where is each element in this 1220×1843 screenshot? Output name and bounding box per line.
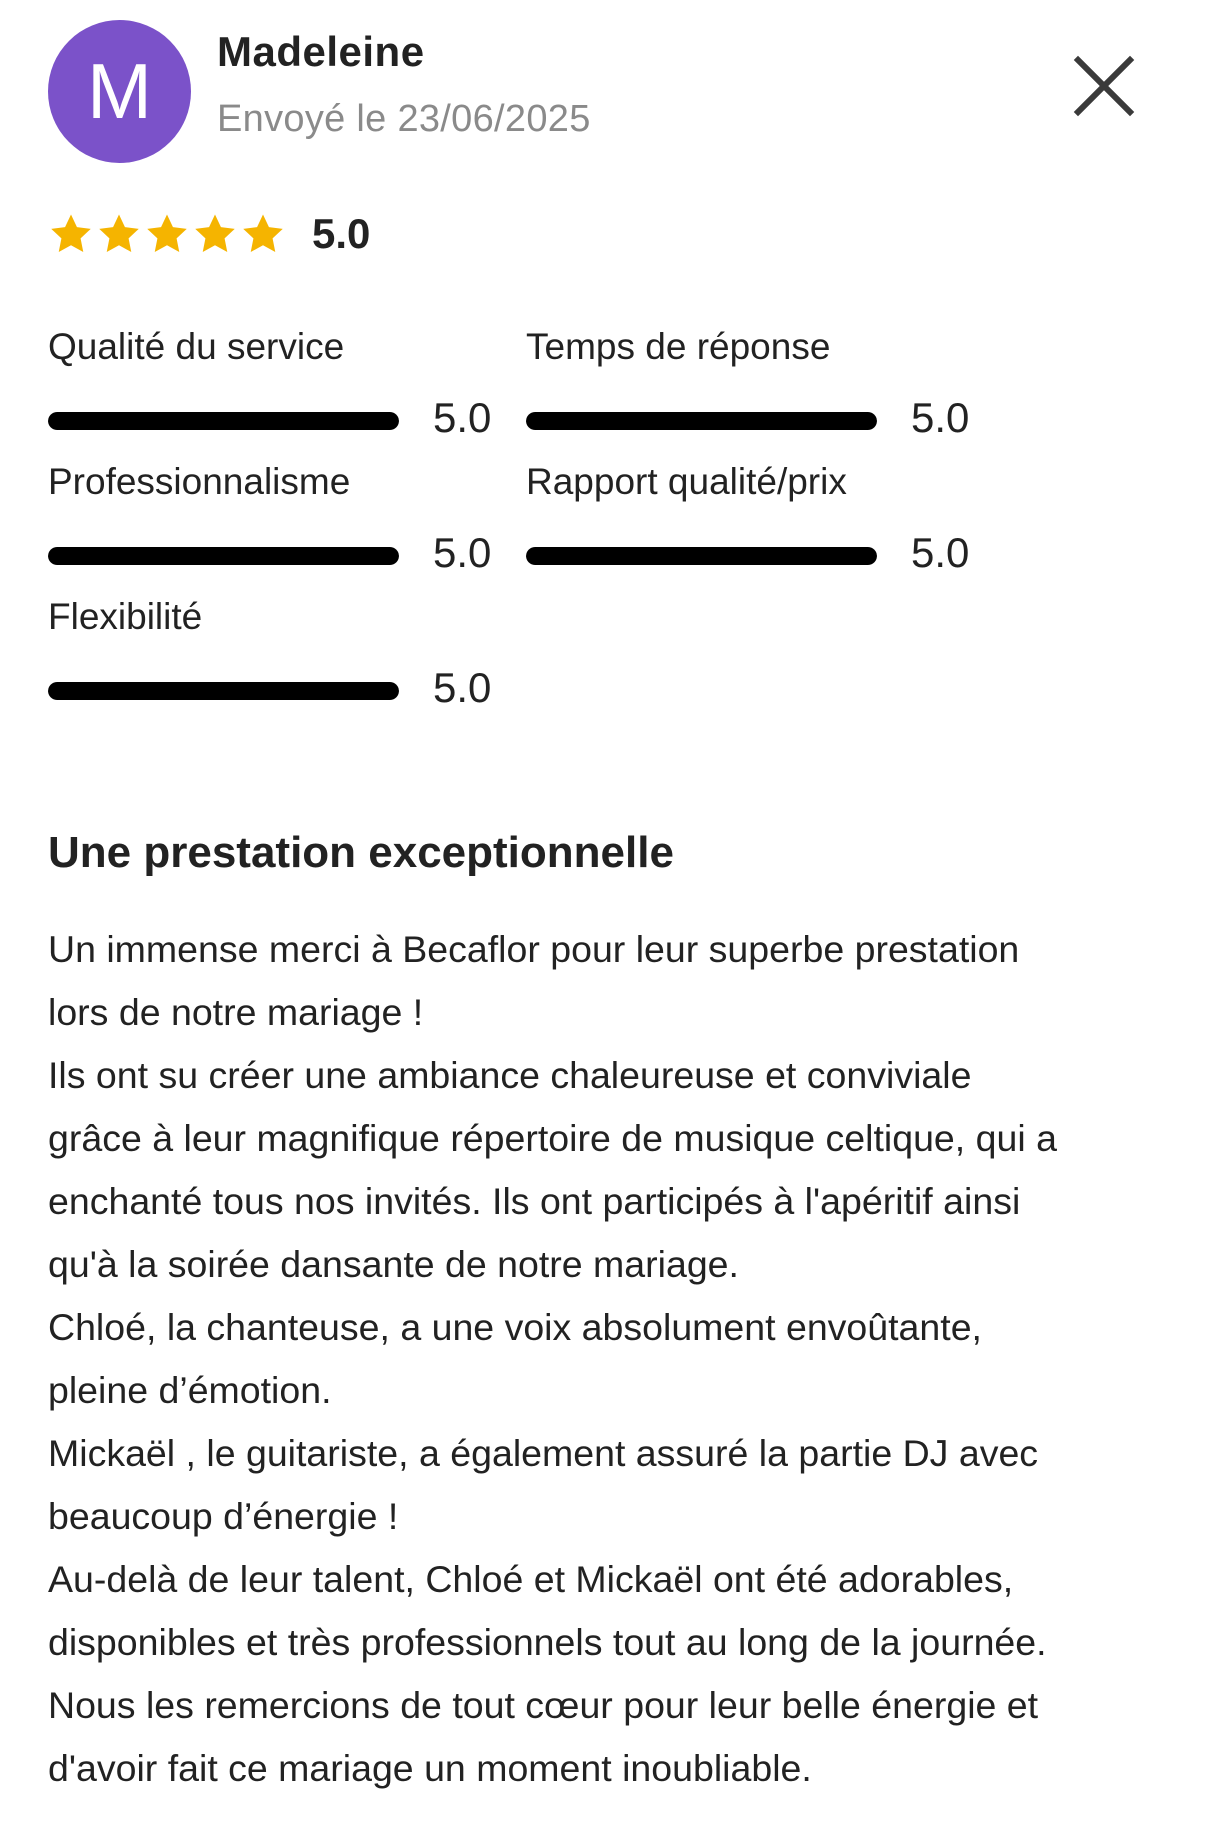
criterion-value: 5.0 — [911, 529, 970, 576]
criterion-rating — [526, 326, 1046, 456]
close-button[interactable] — [1068, 50, 1140, 122]
review-body — [48, 918, 1188, 1800]
rating-bar-fill — [48, 547, 399, 565]
criterion-value: 5.0 — [433, 664, 492, 711]
rating-bar-fill — [48, 412, 399, 430]
criterion-value: 5.0 — [433, 394, 492, 441]
review-text-line: qu'à la soirée dansante de notre mariage. — [48, 1243, 739, 1285]
rating-bar — [48, 547, 399, 565]
review-text-line: enchanté tous nos invités. Ils ont participés à l'apéritif ainsi — [48, 1180, 1021, 1222]
review-text-line: Chloé, la chanteuse, a une voix absolument envoûtante, — [48, 1306, 982, 1348]
review-text-line: d'avoir fait ce mariage un moment inoubliable. — [48, 1747, 812, 1789]
review-title: Une prestation exceptionnelle — [48, 828, 674, 877]
rating-bar — [526, 412, 877, 430]
author-name: Madeleine — [217, 28, 425, 75]
star-icon — [96, 211, 142, 257]
review-text-line: Nous les remercions de tout cœur pour leur belle énergie et — [48, 1684, 1039, 1726]
close-icon — [1068, 50, 1140, 122]
avatar: M — [48, 20, 191, 163]
star-icon — [192, 211, 238, 257]
review-text-line: beaucoup d’énergie ! — [48, 1495, 399, 1537]
rating-bar-fill — [526, 412, 877, 430]
review-header — [48, 20, 1172, 164]
criterion-label: Rapport qualité/prix — [526, 461, 847, 502]
sent-date: Envoyé le 23/06/2025 — [217, 98, 591, 140]
review-text-line: Au-delà de leur talent, Chloé et Mickaël ont été adorables, — [48, 1558, 1014, 1600]
criterion-rating — [48, 596, 568, 726]
rating-bar — [526, 547, 877, 565]
criterion-rating — [48, 326, 568, 456]
criterion-label: Temps de réponse — [526, 326, 831, 367]
overall-rating-value: 5.0 — [312, 210, 371, 257]
star-rating — [48, 211, 286, 257]
review-text-line: disponibles et très professionnels tout au long de la journée. — [48, 1621, 1047, 1663]
review-text-line: pleine d’émotion. — [48, 1369, 332, 1411]
rating-bar-fill — [526, 547, 877, 565]
overall-rating — [48, 208, 370, 260]
criterion-label: Qualité du service — [48, 326, 345, 367]
criterion-rating — [48, 461, 568, 591]
criterion-label: Flexibilité — [48, 596, 203, 637]
review-text-line: lors de notre mariage ! — [48, 991, 424, 1033]
star-icon — [240, 211, 286, 257]
review-text-line: Ils ont su créer une ambiance chaleureuse et conviviale — [48, 1054, 972, 1096]
review-text-line: Mickaël , le guitariste, a également assuré la partie DJ avec — [48, 1432, 1039, 1474]
criterion-value: 5.0 — [911, 394, 970, 441]
star-icon — [48, 211, 94, 257]
rating-bar-fill — [48, 682, 399, 700]
criterion-label: Professionnalisme — [48, 461, 351, 502]
criterion-value: 5.0 — [433, 529, 492, 576]
criterion-rating — [526, 461, 1046, 591]
review-text-line: Un immense merci à Becaflor pour leur superbe prestation — [48, 928, 1020, 970]
rating-bar — [48, 682, 399, 700]
review-text-line: grâce à leur magnifique répertoire de musique celtique, qui a — [48, 1117, 1057, 1159]
star-icon — [144, 211, 190, 257]
rating-bar — [48, 412, 399, 430]
